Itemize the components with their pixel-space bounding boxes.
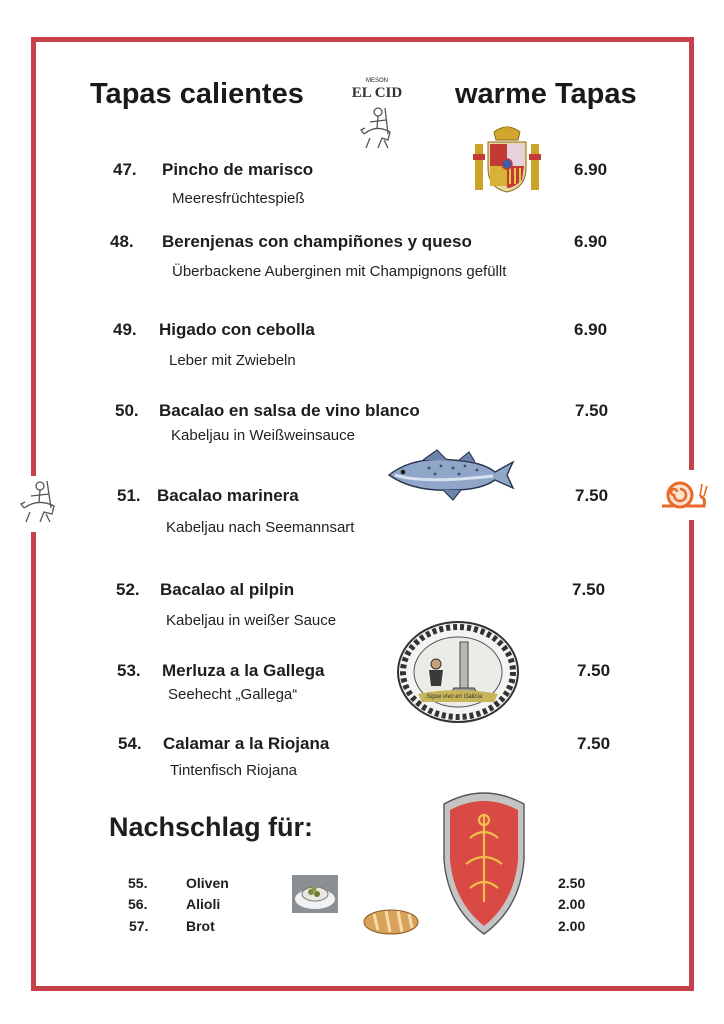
title-spanish: Tapas calientes bbox=[90, 78, 304, 110]
spain-coat-of-arms-icon bbox=[472, 124, 542, 194]
item-name: Berenjenas con champiñones y queso bbox=[162, 232, 472, 251]
item-name: Higado con cebolla bbox=[159, 320, 315, 339]
menu-border-frame bbox=[31, 37, 694, 991]
item-name: Calamar a la Riojana bbox=[163, 734, 330, 753]
extra-price: 2.00 bbox=[558, 918, 586, 934]
extra-number: 56. bbox=[128, 896, 148, 912]
item-number: 54. bbox=[118, 734, 142, 753]
item-name: Bacalao al pilpin bbox=[160, 580, 295, 599]
item-name: Merluza a la Gallega bbox=[162, 661, 325, 680]
logo-small-text: MESON bbox=[365, 78, 388, 84]
item-number: 48. bbox=[110, 232, 134, 251]
olive-bowl-icon bbox=[292, 875, 338, 913]
item-description: Kabeljau nach Seemannsart bbox=[166, 519, 355, 536]
extra-price: 2.50 bbox=[558, 875, 586, 891]
item-description: Kabeljau in weißer Sauce bbox=[166, 612, 337, 629]
item-number: 49. bbox=[113, 320, 137, 339]
item-price: 6.90 bbox=[574, 232, 608, 251]
item-number: 50. bbox=[115, 401, 139, 420]
title-german: warme Tapas bbox=[455, 78, 637, 110]
item-number: 52. bbox=[116, 580, 140, 599]
item-name: Bacalao marinera bbox=[157, 486, 299, 505]
item-number: 53. bbox=[117, 661, 141, 680]
item-price: 7.50 bbox=[575, 486, 609, 505]
item-description: Tintenfisch Riojana bbox=[170, 762, 298, 779]
galicia-plate-icon bbox=[396, 620, 520, 724]
shield-icon bbox=[440, 790, 528, 936]
knight-side-icon bbox=[18, 478, 60, 526]
snail-icon bbox=[660, 478, 708, 512]
logo-text: EL CID bbox=[351, 85, 403, 101]
knight-logo-icon bbox=[358, 104, 396, 152]
item-price: 6.90 bbox=[574, 160, 608, 179]
item-description: Meeresfrüchtespieß bbox=[172, 190, 305, 207]
extra-number: 57. bbox=[129, 918, 149, 934]
item-description: Leber mit Zwiebeln bbox=[169, 352, 296, 369]
item-price: 6.90 bbox=[574, 320, 608, 339]
item-price: 7.50 bbox=[575, 401, 609, 420]
extra-price: 2.00 bbox=[558, 896, 586, 912]
plate-drawing bbox=[396, 620, 520, 724]
item-description: Seehecht „Gallega“ bbox=[168, 686, 298, 703]
item-name: Pincho de marisco bbox=[162, 160, 314, 179]
bread-icon bbox=[362, 906, 420, 936]
item-price: 7.50 bbox=[577, 661, 611, 680]
item-price: 7.50 bbox=[577, 734, 611, 753]
item-number: 47. bbox=[113, 160, 137, 179]
item-price: 7.50 bbox=[572, 580, 606, 599]
extra-name: Oliven bbox=[186, 875, 229, 891]
logo bbox=[344, 78, 410, 154]
item-number: 51. bbox=[117, 486, 141, 505]
item-name: Bacalao en salsa de vino blanco bbox=[159, 401, 420, 420]
item-description: Überbackene Auberginen mit Champignons gefüllt bbox=[172, 263, 507, 280]
extra-number: 55. bbox=[128, 875, 148, 891]
item-description: Kabeljau in Weißweinsauce bbox=[171, 427, 355, 444]
extra-name: Brot bbox=[186, 918, 215, 934]
fish-icon bbox=[383, 448, 517, 502]
extras-title: Nachschlag für: bbox=[109, 812, 314, 842]
extra-name: Alioli bbox=[186, 896, 221, 912]
plate-inscription: Sigue vivo en Galicia bbox=[426, 694, 483, 700]
